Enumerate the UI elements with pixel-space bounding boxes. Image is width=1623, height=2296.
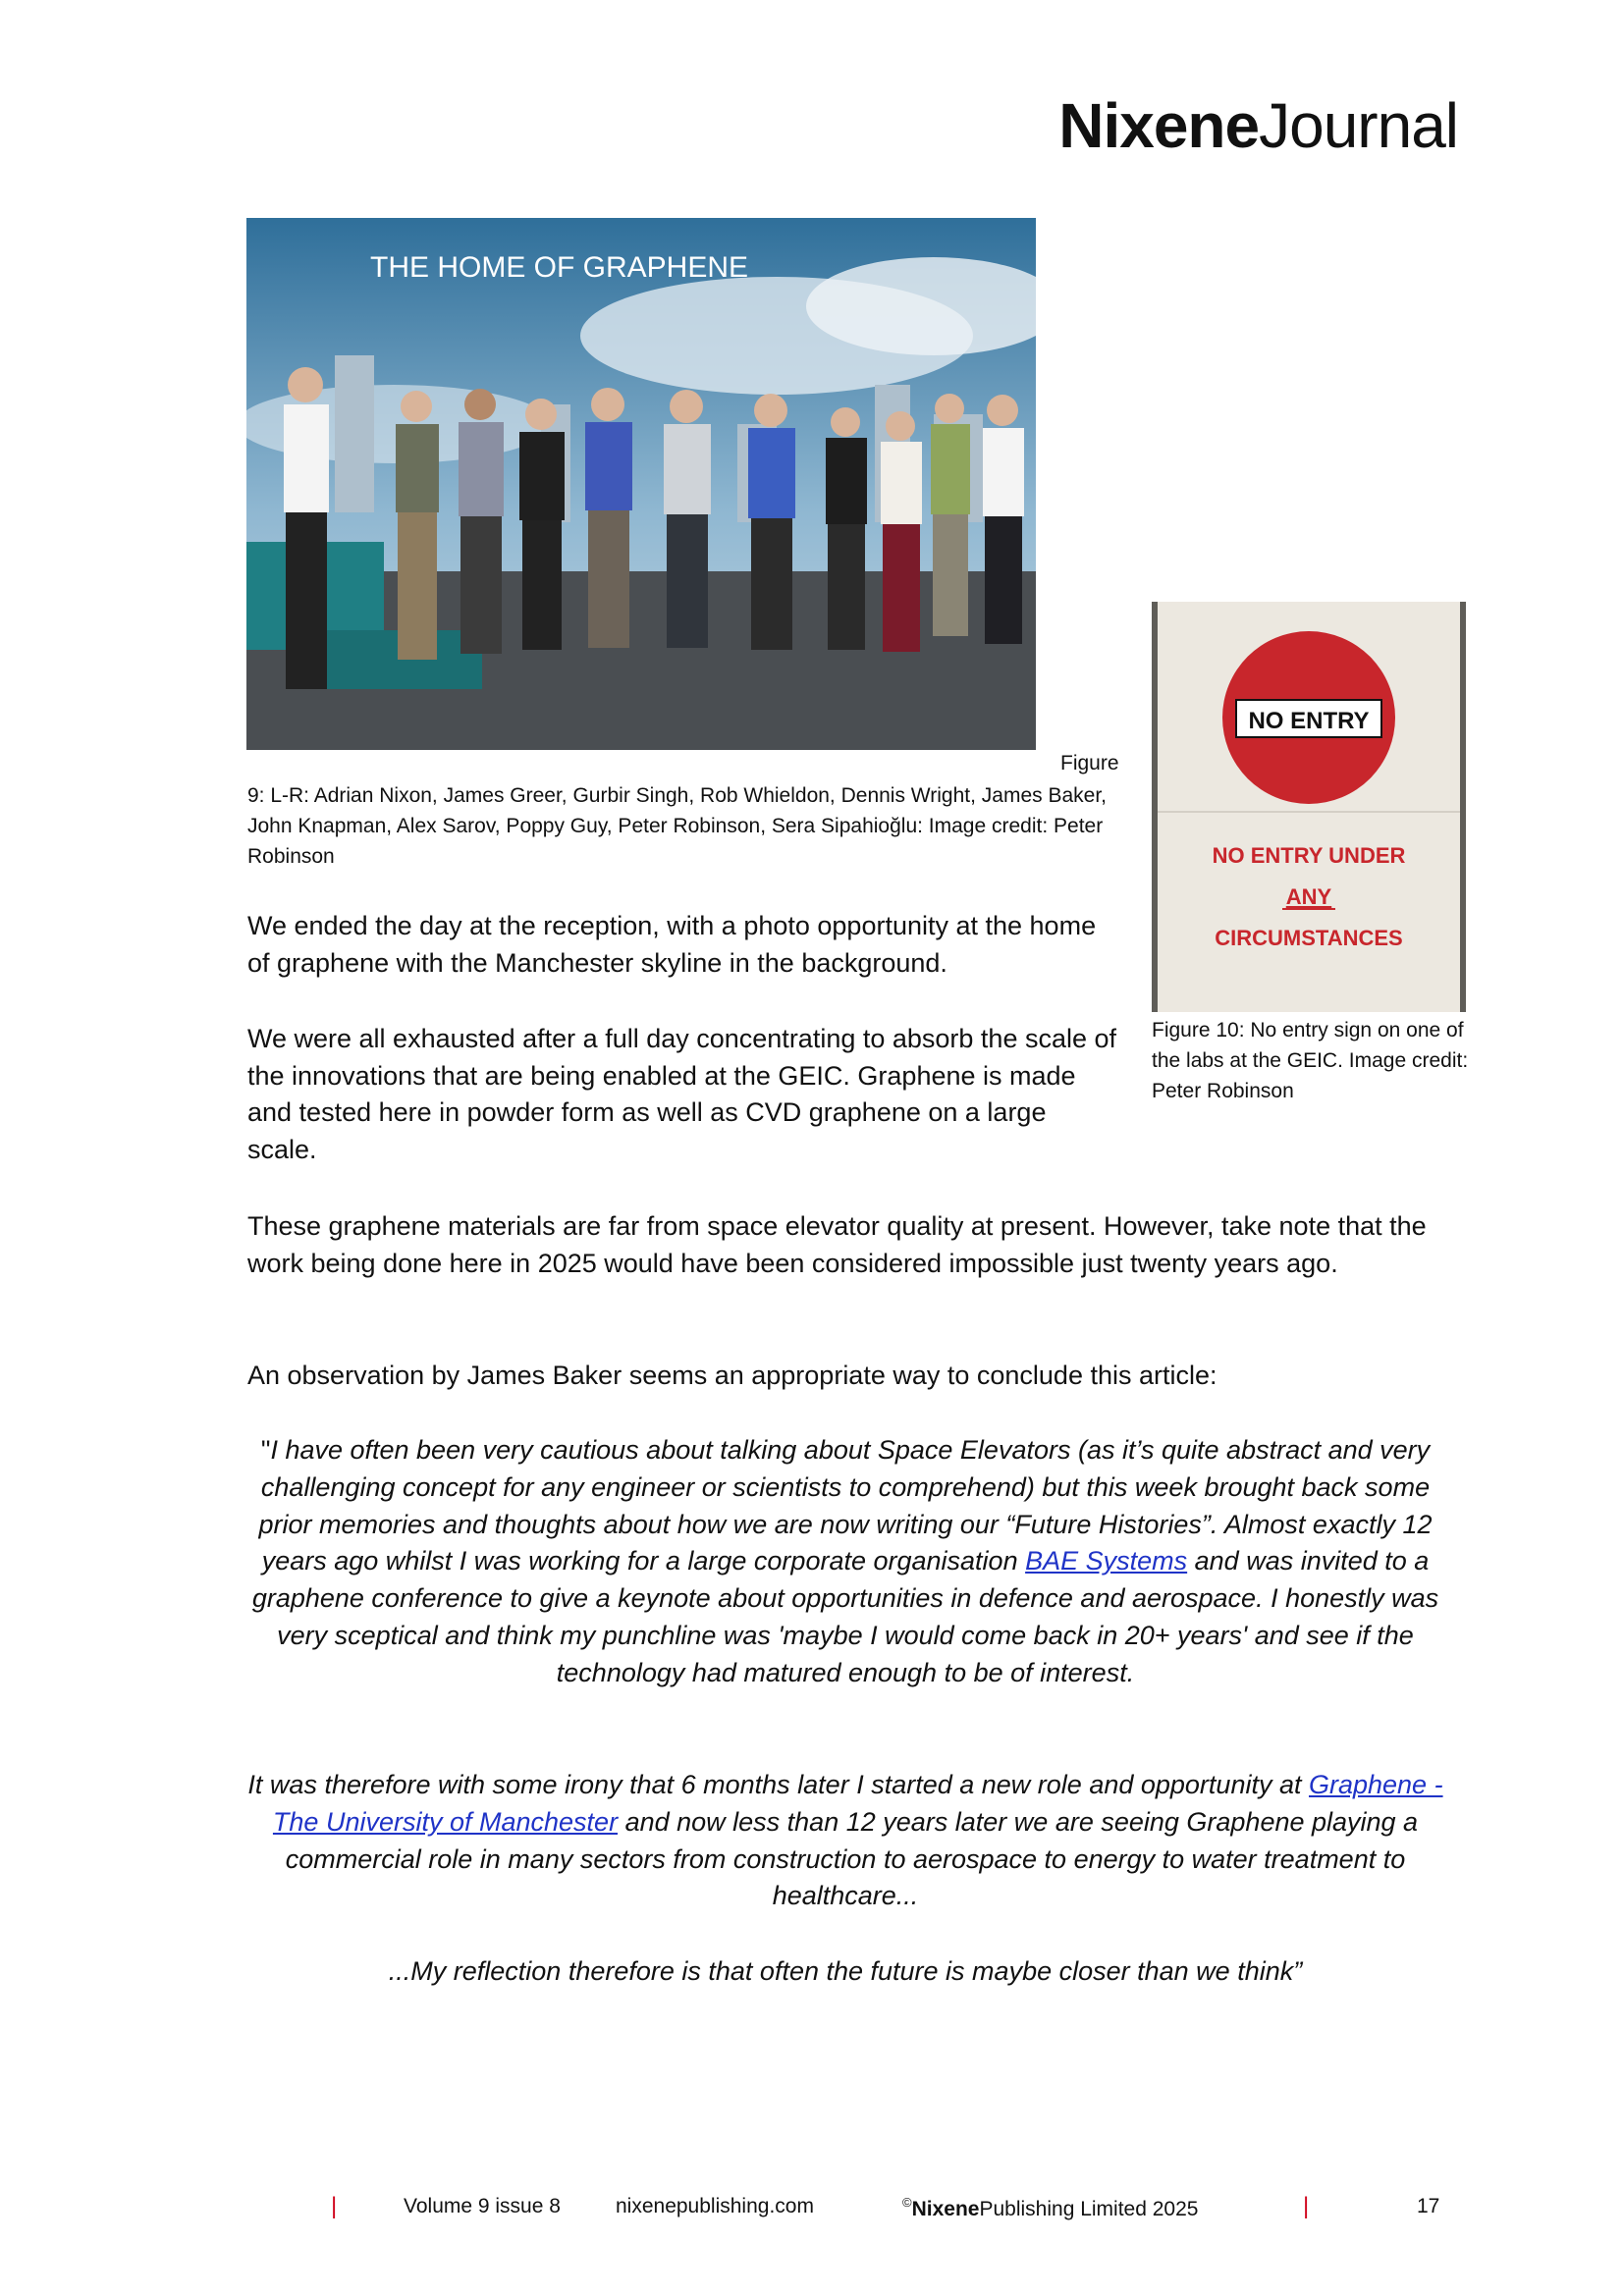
footer-copyright xyxy=(902,2195,1198,2221)
quote-paragraph-2 xyxy=(245,1767,1445,1915)
quote-2-text-before: It was therefore with some irony that 6 months later I started a new role and opportunity at xyxy=(247,1770,1309,1799)
page-number: 17 xyxy=(1417,2195,1440,2217)
person-11 xyxy=(983,395,1024,644)
figure-10-caption: Figure 10: No entry sign on one of the labs at the GEIC. Image credit: Peter Robinson xyxy=(1152,1019,1469,1102)
banner-text: THE HOME OF GRAPHENE xyxy=(370,251,749,284)
sign-line-1: NO ENTRY UNDER xyxy=(1212,843,1406,868)
sign-line-3: CIRCUMSTANCES xyxy=(1215,926,1403,950)
copyright-symbol: © xyxy=(902,2195,912,2210)
masthead-light: Journal xyxy=(1259,90,1458,161)
journal-masthead xyxy=(1058,90,1458,161)
quote-paragraph-3: ...My reflection therefore is that often the future is maybe closer than we think” xyxy=(388,1956,1303,1986)
footer-site: nixenepublishing.com xyxy=(616,2195,814,2217)
bae-systems-link[interactable]: BAE Systems xyxy=(1025,1546,1188,1576)
sign-line-2: ANY xyxy=(1285,884,1332,909)
quote-open-mark: " xyxy=(260,1435,271,1465)
footer-divider-left: | xyxy=(331,2193,338,2219)
body-paragraph-4: An observation by James Baker seems an appropriate way to conclude this article: xyxy=(247,1361,1217,1390)
person-8 xyxy=(826,407,867,650)
quote-1-text-before: I have often been very cautious about talking about Space Elevators (as it’s quite abstract and very challenging concept for any engineer or scientists to comprehend) but this week brought back some prior memories and thoughts about how we are now writing our “Future Histories”. Almost exactly 12 years ago whilst I was working for a large corporate organisation xyxy=(258,1435,1433,1576)
person-1 xyxy=(284,367,329,689)
figure-9-caption-lead: Figure xyxy=(1060,752,1119,774)
footer-volume: Volume 9 issue 8 xyxy=(404,2195,561,2217)
quote-1-text-after: and was invited to a graphene conference to give a keynote about opportunities in defence and aerospace. I honestly was very sceptical and think my punchline was 'maybe I would come back in 20+ years' and see if the technology had matured enough to be of interest. xyxy=(251,1546,1439,1687)
no-entry-sign-photo xyxy=(1152,602,1466,1012)
person-3 xyxy=(459,389,504,654)
masthead-bold: Nixene xyxy=(1058,90,1260,161)
person-5 xyxy=(585,388,632,648)
person-4 xyxy=(519,399,565,650)
person-10 xyxy=(931,394,970,636)
figure-9-caption: 9: L-R: Adrian Nixon, James Greer, Gurbir Singh, Rob Whieldon, Dennis Wright, James Baker, John Knapman, Alex Sarov, Poppy Guy, Peter Robinson, Sera Sipahioğlu: Image credit: Peter Robinson xyxy=(247,784,1107,868)
body-paragraph-3: These graphene materials are far from space elevator quality at present. However, take note that the work being done here in 2025 would have been considered impossible just twenty years ago. xyxy=(247,1211,1427,1278)
person-9 xyxy=(881,411,922,652)
copyright-brand: Nixene xyxy=(911,2198,980,2220)
quote-2-text-after: and now less than 12 years later we are seeing Graphene playing a commercial role in many sectors from construction to aerospace to energy to water treatment to healthcare... xyxy=(285,1806,1419,1911)
copyright-rest: Publishing Limited 2025 xyxy=(979,2198,1199,2220)
person-2 xyxy=(396,391,439,660)
sign-word: NO ENTRY xyxy=(1248,708,1370,734)
body-paragraph-2: We were all exhausted after a full day concentrating to absorb the scale of the innovations that are being enabled at the GEIC. Graphene is made and tested here in powder form as well as CVD graphene on a large scale. xyxy=(247,1024,1117,1164)
person-7 xyxy=(748,394,795,650)
quote-paragraph-1 xyxy=(245,1432,1445,1692)
group-photo xyxy=(246,218,1036,750)
footer-divider-right: | xyxy=(1303,2193,1310,2219)
person-6 xyxy=(664,390,711,648)
body-paragraph-1: We ended the day at the reception, with a photo opportunity at the home of graphene with the Manchester skyline in the background. xyxy=(247,911,1097,978)
graphene-manchester-link[interactable]: Graphene - The University of Manchester xyxy=(272,1770,1443,1837)
